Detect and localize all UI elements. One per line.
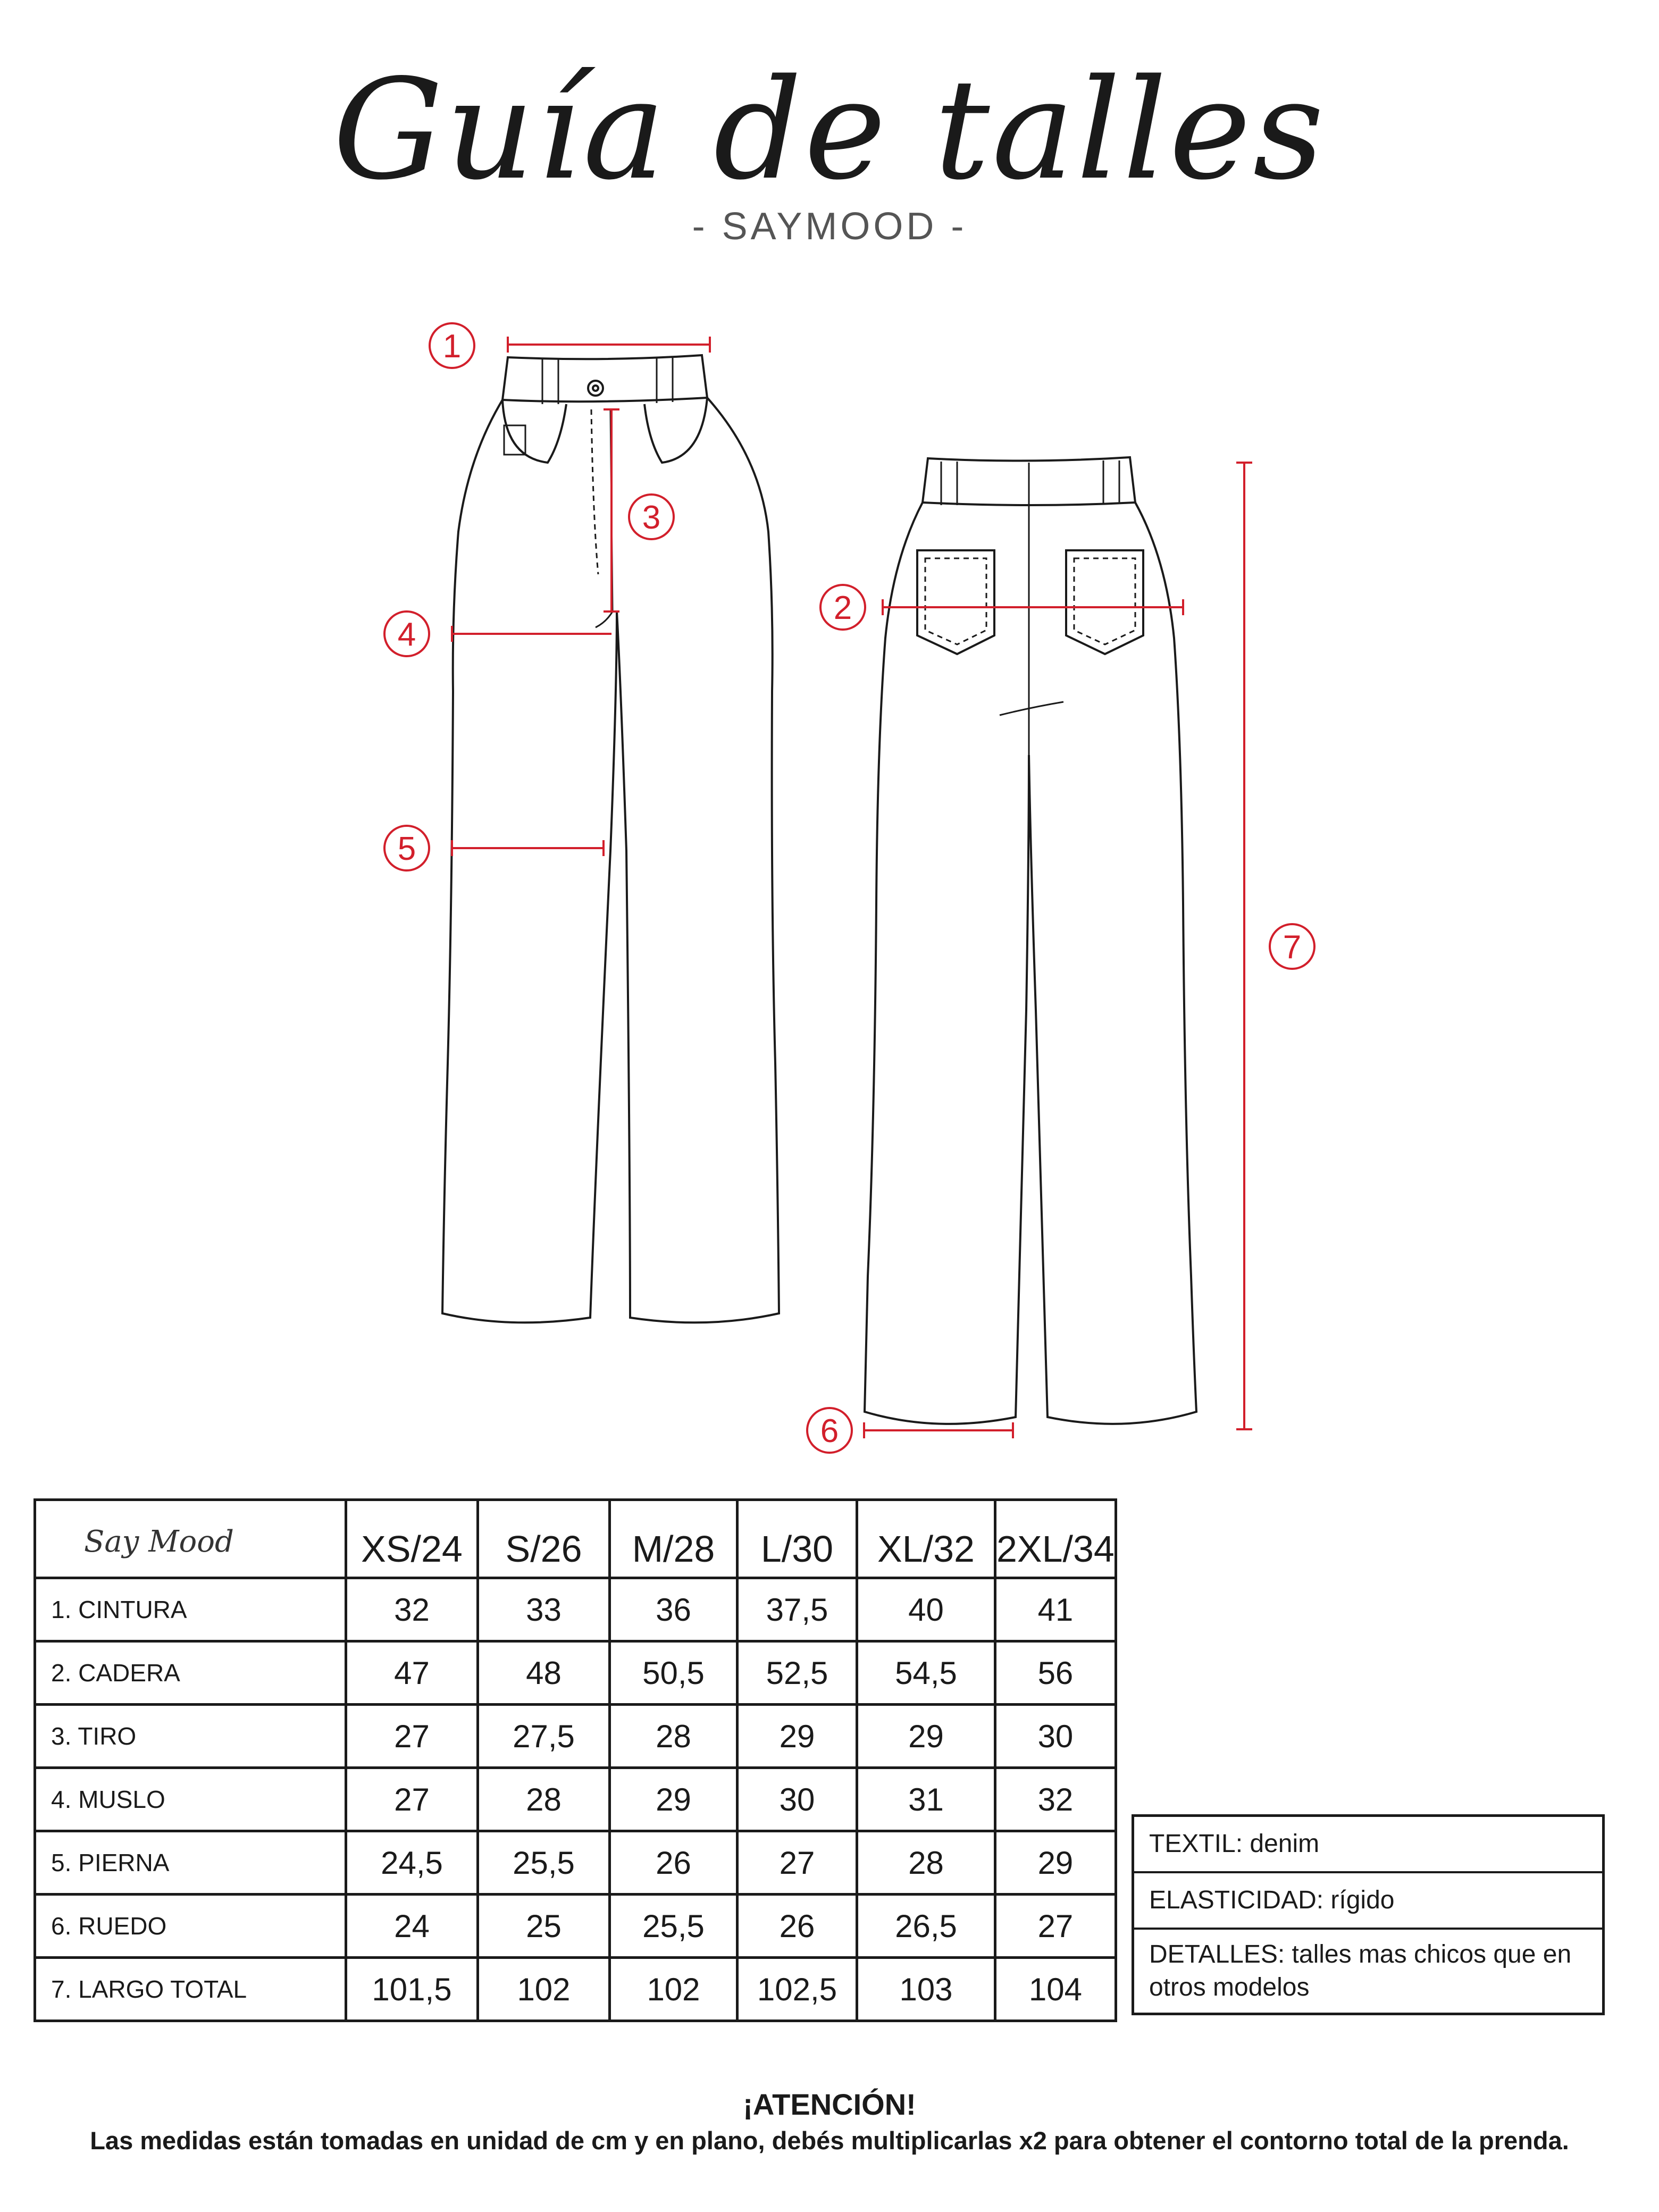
attention-note: Las medidas están tomadas en unidad de cm y en plano, debés multiplicarlas x2 para obtener el contorno total de la prenda. bbox=[90, 2126, 1569, 2155]
table-cell: 30 bbox=[995, 1705, 1116, 1768]
textil-info: TEXTIL: denim bbox=[1133, 1816, 1604, 1873]
callout-5 bbox=[384, 826, 429, 870]
table-cell: 25,5 bbox=[478, 1831, 610, 1895]
callout-1 bbox=[430, 323, 474, 368]
fabric-details-box bbox=[1132, 1814, 1605, 2015]
row-label: 6. RUEDO bbox=[35, 1895, 346, 1958]
size-header: XS/24 bbox=[346, 1500, 478, 1578]
table-cell: 26 bbox=[610, 1831, 738, 1895]
table-cell: 25,5 bbox=[610, 1895, 738, 1958]
size-table bbox=[33, 1498, 1117, 2022]
table-cell: 102 bbox=[610, 1958, 738, 2021]
size-header: 2XL/34 bbox=[995, 1500, 1116, 1578]
callout-circles bbox=[384, 323, 1314, 1453]
table-cell: 29 bbox=[995, 1831, 1116, 1895]
svg-text:7: 7 bbox=[1283, 929, 1302, 966]
table-row bbox=[35, 1641, 1116, 1705]
table-cell: 25 bbox=[478, 1895, 610, 1958]
table-cell: 27 bbox=[346, 1768, 478, 1831]
svg-text:2: 2 bbox=[833, 590, 852, 626]
row-label: 4. MUSLO bbox=[35, 1768, 346, 1831]
table-cell: 24,5 bbox=[346, 1831, 478, 1895]
callout-6 bbox=[807, 1408, 852, 1453]
table-cell: 31 bbox=[857, 1768, 995, 1831]
size-header: M/28 bbox=[610, 1500, 738, 1578]
table-cell: 40 bbox=[857, 1578, 995, 1641]
table-cell: 24 bbox=[346, 1895, 478, 1958]
table-cell: 36 bbox=[610, 1578, 738, 1641]
table-cell: 56 bbox=[995, 1641, 1116, 1705]
table-cell: 26 bbox=[738, 1895, 857, 1958]
table-cell: 27 bbox=[738, 1831, 857, 1895]
table-cell: 104 bbox=[995, 1958, 1116, 2021]
table-row bbox=[35, 1958, 1116, 2021]
table-cell: 28 bbox=[478, 1768, 610, 1831]
size-header-row bbox=[35, 1500, 1116, 1578]
table-cell: 26,5 bbox=[857, 1895, 995, 1958]
back-pants-drawing bbox=[865, 457, 1196, 1424]
table-cell: 27 bbox=[346, 1705, 478, 1768]
table-cell: 32 bbox=[995, 1768, 1116, 1831]
elasticidad-info: ELASTICIDAD: rígido bbox=[1133, 1872, 1604, 1929]
detalles-info: DETALLES: talles mas chicos que en otros modelos bbox=[1133, 1929, 1604, 2014]
table-cell: 29 bbox=[857, 1705, 995, 1768]
table-cell: 102,5 bbox=[738, 1958, 857, 2021]
svg-text:5: 5 bbox=[397, 831, 416, 867]
table-cell: 103 bbox=[857, 1958, 995, 2021]
table-cell: 29 bbox=[610, 1768, 738, 1831]
table-cell: 28 bbox=[610, 1705, 738, 1768]
table-row bbox=[35, 1705, 1116, 1768]
table-cell: 50,5 bbox=[610, 1641, 738, 1705]
logo-cell bbox=[35, 1500, 346, 1578]
row-label: 7. LARGO TOTAL bbox=[35, 1958, 346, 2021]
svg-text:3: 3 bbox=[642, 499, 661, 536]
details-row bbox=[1133, 1816, 1604, 1873]
svg-text:6: 6 bbox=[820, 1413, 839, 1449]
size-header: L/30 bbox=[738, 1500, 857, 1578]
row-label: 2. CADERA bbox=[35, 1641, 346, 1705]
table-cell: 47 bbox=[346, 1641, 478, 1705]
table-cell: 30 bbox=[738, 1768, 857, 1831]
table-row bbox=[35, 1831, 1116, 1895]
details-row bbox=[1133, 1929, 1604, 2014]
svg-text:4: 4 bbox=[397, 616, 416, 653]
table-cell: 29 bbox=[738, 1705, 857, 1768]
table-row bbox=[35, 1768, 1116, 1831]
table-cell: 101,5 bbox=[346, 1958, 478, 2021]
table-cell: 27,5 bbox=[478, 1705, 610, 1768]
callout-7 bbox=[1270, 924, 1314, 969]
table-cell: 37,5 bbox=[738, 1578, 857, 1641]
details-row bbox=[1133, 1872, 1604, 1929]
page-title: Guía de talles bbox=[332, 50, 1326, 211]
size-header: S/26 bbox=[478, 1500, 610, 1578]
table-cell: 27 bbox=[995, 1895, 1116, 1958]
table-cell: 48 bbox=[478, 1641, 610, 1705]
row-label: 1. CINTURA bbox=[35, 1578, 346, 1641]
size-header: XL/32 bbox=[857, 1500, 995, 1578]
attention-heading: ¡ATENCIÓN! bbox=[743, 2088, 916, 2121]
table-cell: 33 bbox=[478, 1578, 610, 1641]
table-cell: 41 bbox=[995, 1578, 1116, 1641]
table-cell: 52,5 bbox=[738, 1641, 857, 1705]
row-label: 5. PIERNA bbox=[35, 1831, 346, 1895]
table-row bbox=[35, 1895, 1116, 1958]
table-cell: 32 bbox=[346, 1578, 478, 1641]
brand-logo: Say Mood bbox=[84, 1524, 234, 1559]
callout-3 bbox=[629, 495, 674, 539]
callout-4 bbox=[384, 611, 429, 656]
svg-text:1: 1 bbox=[442, 328, 462, 365]
callout-2 bbox=[820, 585, 865, 630]
table-row bbox=[35, 1578, 1116, 1641]
table-cell: 102 bbox=[478, 1958, 610, 2021]
row-label: 3. TIRO bbox=[35, 1705, 346, 1768]
table-cell: 54,5 bbox=[857, 1641, 995, 1705]
brand-subtitle: - SAYMOOD - bbox=[692, 205, 967, 248]
table-cell: 28 bbox=[857, 1831, 995, 1895]
